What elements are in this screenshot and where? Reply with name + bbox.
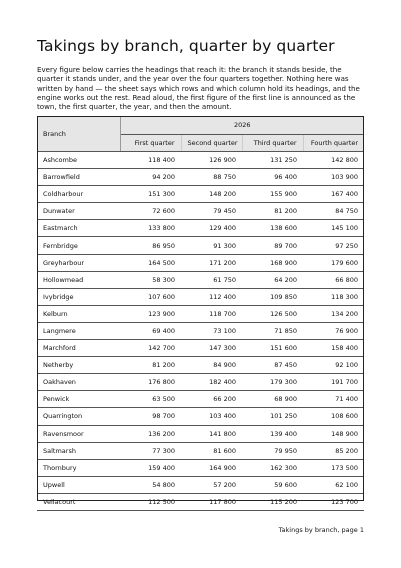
year-header: 2026 [120,116,364,135]
takings-value-cell: 112 500 [120,493,181,510]
takings-value-cell: 158 400 [303,340,364,357]
table-row [37,203,364,220]
takings-value-cell: 123 700 [303,493,364,510]
takings-value-cell: 118 400 [120,152,181,169]
quarter-header-1: First quarter [120,135,181,152]
branch-name-cell: Thornbury [37,459,120,476]
quarter-header-3: Third quarter [242,135,303,152]
takings-value-cell: 92 100 [303,357,364,374]
takings-value-cell: 179 600 [303,254,364,271]
takings-value-cell: 88 750 [181,169,242,186]
takings-value-cell: 72 600 [120,203,181,220]
table-row [37,271,364,288]
branch-name-cell: Barrowfield [37,169,120,186]
takings-value-cell: 109 850 [242,288,303,305]
quarter-header-4: Fourth quarter [303,135,364,152]
takings-value-cell: 141 800 [181,425,242,442]
branch-name-cell: Greyharbour [37,254,120,271]
takings-value-cell: 191 700 [303,374,364,391]
takings-value-cell: 164 500 [120,254,181,271]
table-row [37,476,364,493]
table-row [37,374,364,391]
branch-name-cell: Hollowmead [37,271,120,288]
table-row [37,425,364,442]
takings-value-cell: 117 800 [181,493,242,510]
takings-value-cell: 133 800 [120,220,181,237]
takings-value-cell: 96 400 [242,169,303,186]
takings-value-cell: 115 200 [242,493,303,510]
table-row [37,186,364,203]
takings-value-cell: 84 900 [181,357,242,374]
takings-value-cell: 101 250 [242,408,303,425]
takings-value-cell: 179 300 [242,374,303,391]
table-row [37,220,364,237]
page-title: Takings by branch, quarter by quarter [37,37,335,55]
takings-value-cell: 107 600 [120,288,181,305]
table-row [37,288,364,305]
takings-value-cell: 171 200 [181,254,242,271]
takings-value-cell: 73 100 [181,322,242,339]
branch-column-header: Branch [37,116,120,152]
table-row [37,322,364,339]
takings-value-cell: 103 900 [303,169,364,186]
takings-value-cell: 136 200 [120,425,181,442]
takings-value-cell: 63 500 [120,391,181,408]
takings-value-cell: 162 300 [242,459,303,476]
takings-value-cell: 129 400 [181,220,242,237]
takings-value-cell: 57 200 [181,476,242,493]
takings-value-cell: 182 400 [181,374,242,391]
quarter-header-2: Second quarter [181,135,242,152]
takings-value-cell: 118 300 [303,288,364,305]
takings-value-cell: 54 800 [120,476,181,493]
takings-value-cell: 142 800 [303,152,364,169]
branch-name-cell: Vellacourt [37,493,120,510]
takings-value-cell: 86 950 [120,237,181,254]
table-row [37,442,364,459]
takings-value-cell: 68 900 [242,391,303,408]
takings-value-cell: 87 450 [242,357,303,374]
branch-name-cell: Penwick [37,391,120,408]
branch-name-cell: Netherby [37,357,120,374]
branch-name-cell: Ashcombe [37,152,120,169]
table-row [37,169,364,186]
takings-value-cell: 173 500 [303,459,364,476]
takings-value-cell: 164 900 [181,459,242,476]
branch-name-cell: Ravensmoor [37,425,120,442]
branch-name-cell: Fernbridge [37,237,120,254]
takings-value-cell: 131 250 [242,152,303,169]
page-footer: Takings by branch, page 1 [278,526,364,534]
takings-value-cell: 81 200 [120,357,181,374]
takings-value-cell: 76 900 [303,322,364,339]
takings-value-cell: 85 200 [303,442,364,459]
intro-paragraph: Every figure below carries the headings that reach it: the branch it stands beside, the quarter it stands under, and the year over the four quarters together. Nothing here was written by hand — the sheet says which rows and which column hold its headings, and the engine works out the rest. Read aloud, the first figure of the first line is announced as the town, the first quarter, the year, and then the amount. [37,65,360,112]
table-row [37,408,364,425]
takings-value-cell: 151 600 [242,340,303,357]
branch-name-cell: Coldharbour [37,186,120,203]
takings-table [37,116,364,511]
takings-value-cell: 138 600 [242,220,303,237]
takings-value-cell: 81 200 [242,203,303,220]
table-row [37,493,364,510]
takings-value-cell: 145 100 [303,220,364,237]
takings-value-cell: 77 300 [120,442,181,459]
takings-value-cell: 148 900 [303,425,364,442]
takings-value-cell: 89 700 [242,237,303,254]
takings-value-cell: 69 400 [120,322,181,339]
takings-value-cell: 139 400 [242,425,303,442]
takings-value-cell: 59 600 [242,476,303,493]
takings-value-cell: 123 900 [120,305,181,322]
table-row [37,357,364,374]
takings-value-cell: 103 400 [181,408,242,425]
takings-value-cell: 66 800 [303,271,364,288]
branch-name-cell: Saltmarsh [37,442,120,459]
table-body [37,152,364,511]
branch-name-cell: Ivybridge [37,288,120,305]
branch-name-cell: Oakhaven [37,374,120,391]
takings-value-cell: 91 300 [181,237,242,254]
table-row [37,152,364,169]
table-row [37,340,364,357]
table-row [37,254,364,271]
table-row [37,305,364,322]
takings-value-cell: 61 750 [181,271,242,288]
takings-value-cell: 81 600 [181,442,242,459]
takings-value-cell: 58 300 [120,271,181,288]
takings-value-cell: 84 750 [303,203,364,220]
takings-value-cell: 168 900 [242,254,303,271]
takings-value-cell: 147 300 [181,340,242,357]
takings-value-cell: 167 400 [303,186,364,203]
takings-value-cell: 98 700 [120,408,181,425]
takings-value-cell: 151 300 [120,186,181,203]
table-row [37,391,364,408]
branch-name-cell: Marchford [37,340,120,357]
takings-value-cell: 118 700 [181,305,242,322]
takings-value-cell: 79 450 [181,203,242,220]
takings-value-cell: 148 200 [181,186,242,203]
takings-value-cell: 112 400 [181,288,242,305]
takings-value-cell: 142 700 [120,340,181,357]
takings-value-cell: 159 400 [120,459,181,476]
takings-value-cell: 97 250 [303,237,364,254]
takings-value-cell: 71 400 [303,391,364,408]
takings-value-cell: 155 900 [242,186,303,203]
table-row [37,459,364,476]
takings-value-cell: 64 200 [242,271,303,288]
takings-value-cell: 176 800 [120,374,181,391]
branch-name-cell: Dunwater [37,203,120,220]
takings-value-cell: 66 200 [181,391,242,408]
branch-name-cell: Eastmarch [37,220,120,237]
takings-value-cell: 134 200 [303,305,364,322]
takings-value-cell: 126 900 [181,152,242,169]
takings-value-cell: 126 500 [242,305,303,322]
branch-name-cell: Quarrington [37,408,120,425]
branch-name-cell: Upwell [37,476,120,493]
branch-name-cell: Langmere [37,322,120,339]
takings-value-cell: 79 950 [242,442,303,459]
takings-value-cell: 62 100 [303,476,364,493]
takings-value-cell: 108 600 [303,408,364,425]
table-row [37,237,364,254]
takings-value-cell: 94 200 [120,169,181,186]
branch-name-cell: Kelburn [37,305,120,322]
takings-value-cell: 71 850 [242,322,303,339]
